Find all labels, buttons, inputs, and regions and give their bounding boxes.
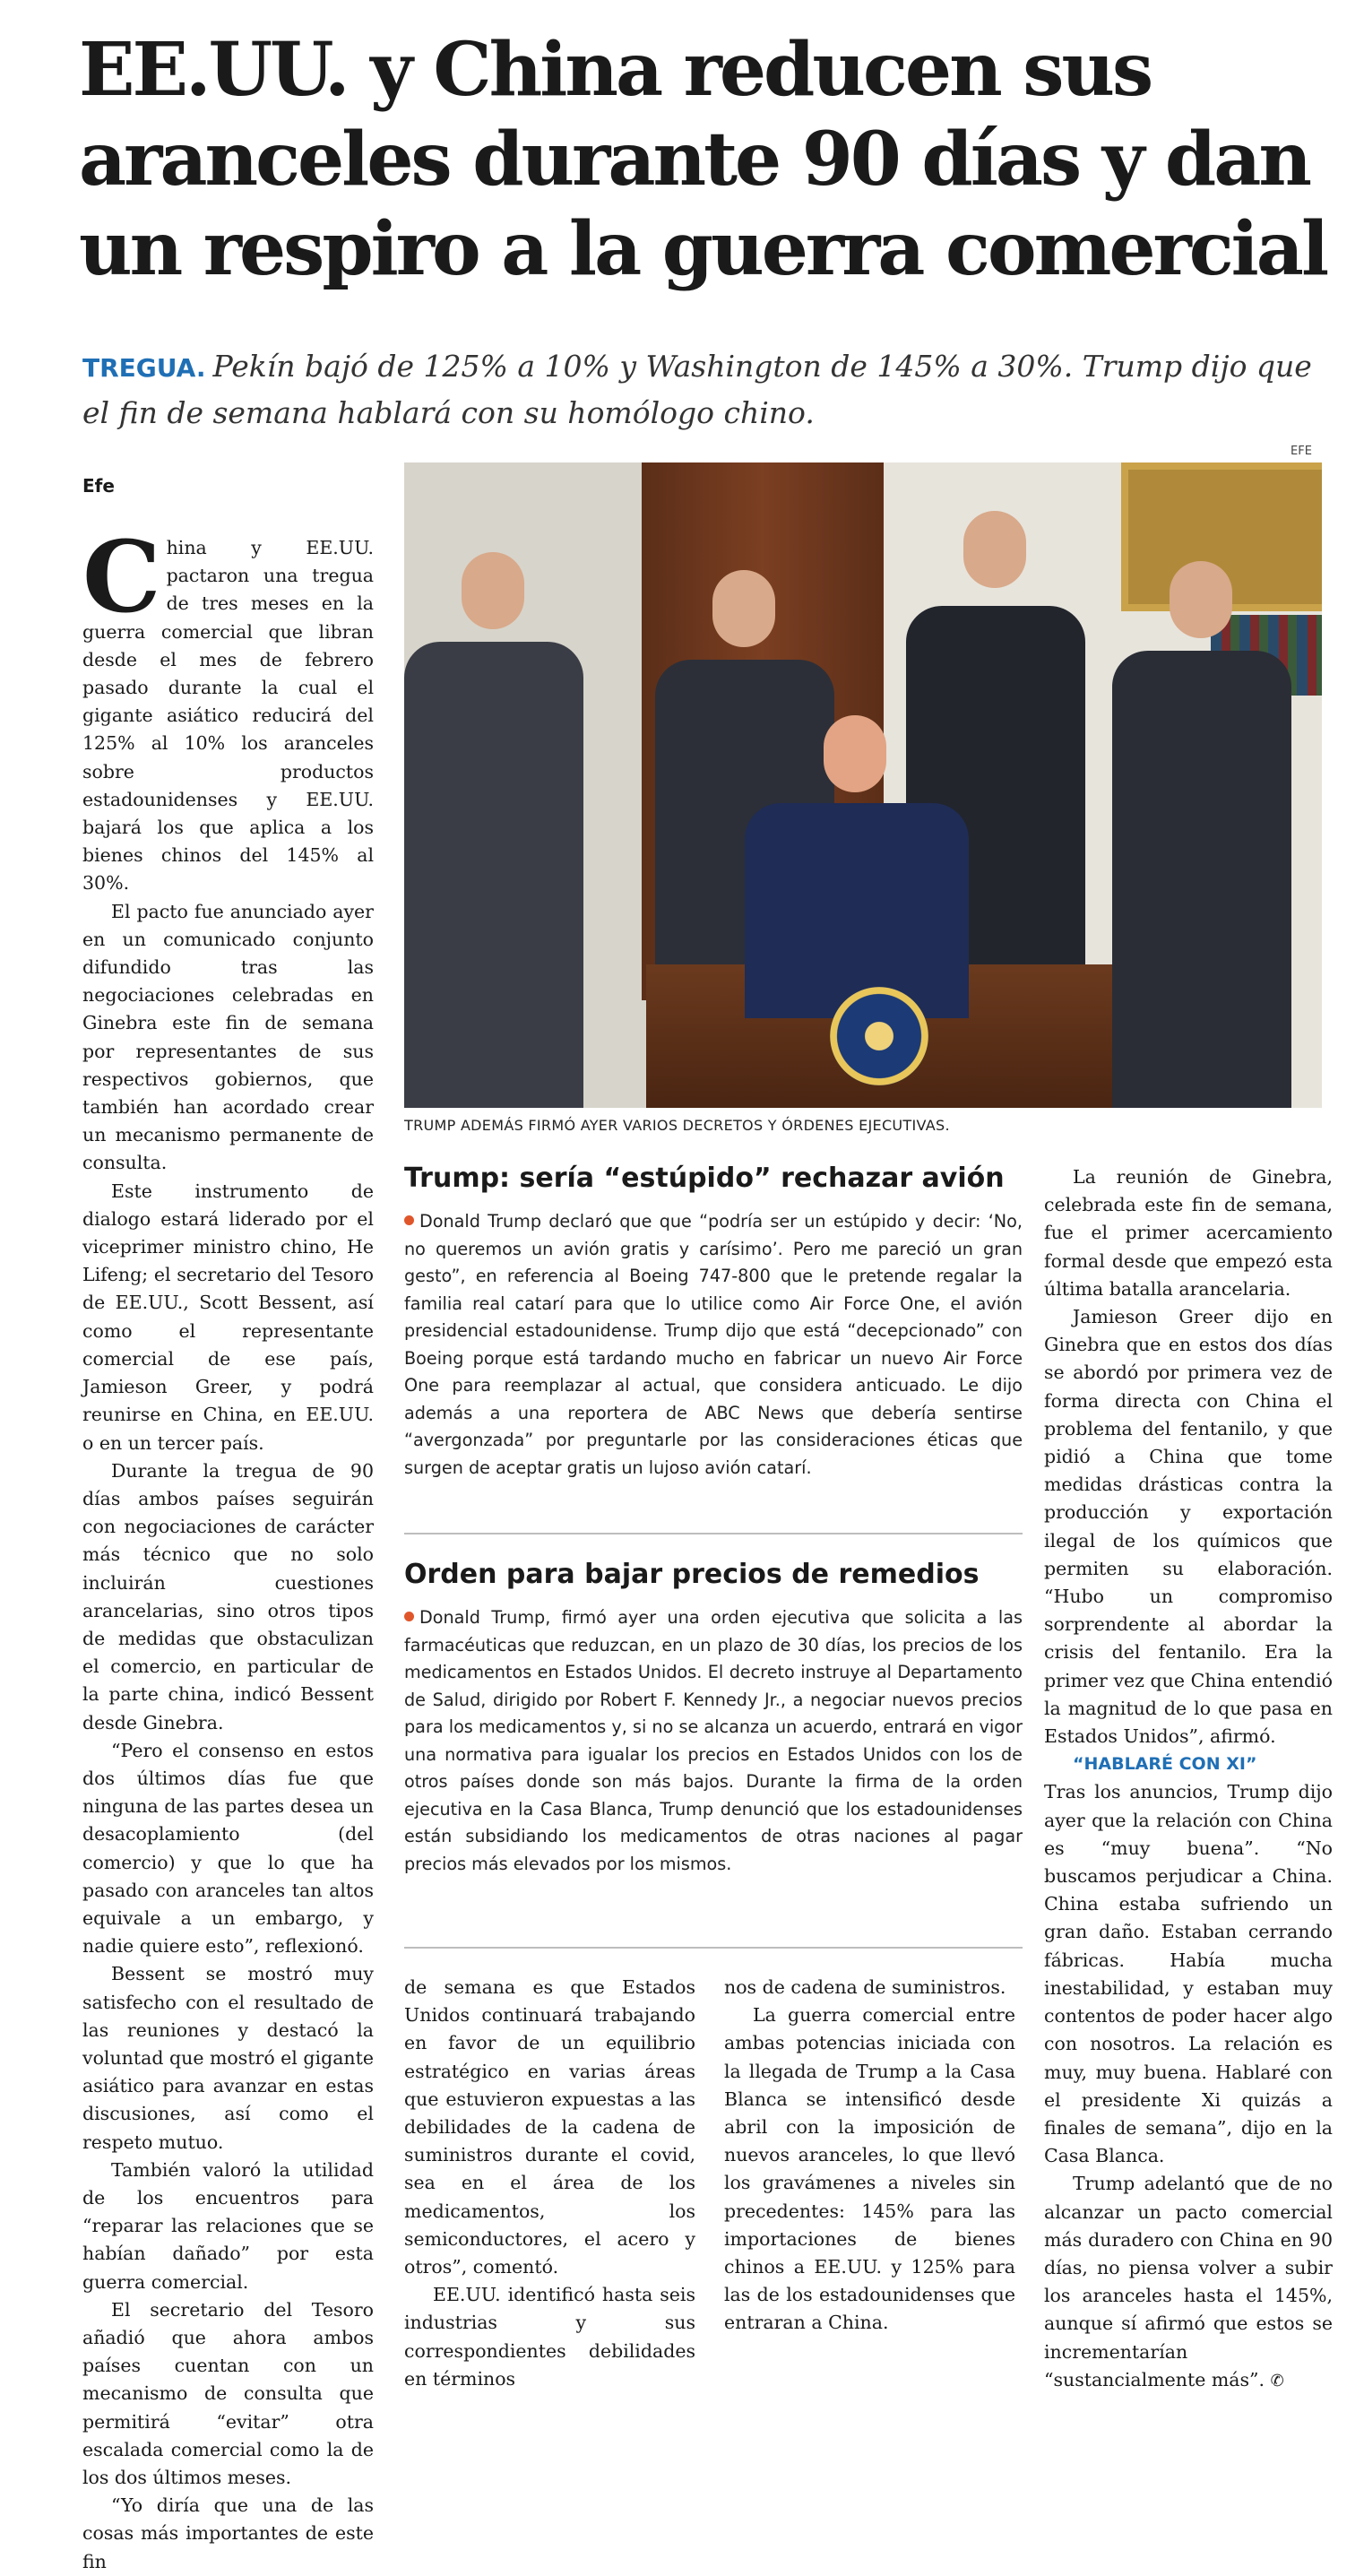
photo-caption: TRUMP ADEMÁS FIRMÓ AYER VARIOS DECRETOS Y ÓRDENES EJECUTIVAS. <box>404 1117 950 1134</box>
column-2 <box>404 1974 695 2393</box>
photo-credit: EFE <box>1291 445 1312 458</box>
paragraph: Tras los anuncios, Trump dijo ayer que la relación con China es “muy buena”. “No buscamos perjudicar a China. China estaba sufriendo un gran daño. Estaban cerrando fábricas. Había mucha inestabilidad, y estaban muy contentos de poder hacer algo con nosotros. La relación es muy, muy buena. Hablaré con el presidente Xi quizás a finales de semana”, dijo en la Casa Blanca. <box>1044 1781 1333 2167</box>
photo-person-head <box>824 715 886 792</box>
headline-line: EE.UU. y China reducen sus <box>79 27 1152 113</box>
bullet-icon <box>404 1612 414 1621</box>
paragraph: Este instrumento de dialogo estará liderado por el viceprimer ministro chino, He Lifeng; el secretario del Tesoro de EE.UU., Scott Bessent, así como el representante comercial de ese país, Jamieson Greer, y podrá reunirse en China, en EE.UU. o en un tercer país. <box>82 1180 374 1454</box>
end-mark-icon: ✆ <box>1270 2371 1284 2390</box>
paragraph: “Yo diría que una de las cosas más importantes de este fin <box>82 2494 374 2572</box>
photo-person-head <box>462 552 524 629</box>
photo-person-head <box>963 511 1026 588</box>
news-photo <box>404 462 1322 1108</box>
paragraph: “Pero el consenso en estos dos últimos días fue que ninguna de las partes desea un desacoplamiento (del comercio) y que lo que ha pasado con aranceles tan altos equivale a un embargo, y nadie quiere esto”, reflexionó. <box>82 1739 374 1958</box>
photo-person-head <box>712 570 775 647</box>
column-4 <box>1044 1163 1333 2395</box>
paragraph: Jamieson Greer dijo en Ginebra que en estos dos días se abordó por primera vez de forma directa con China el problema del fentanilo, y que pidió a China que tome medidas drásticas contra la producción y exportación ilegal de los químicos que permiten su elaboración. “Hubo un compromiso sorprendente al abordar la crisis del fentanilo. Era la primer vez que China entendió la magnitud de lo que pasa en Estados Unidos”, afirmó. <box>1044 1306 1333 1748</box>
deck-text: Pekín bajó de 125% a 10% y Washington de 145% a 30%. Trump dijo que el fin de semana hablará con su homólogo chino. <box>82 349 1312 430</box>
deck <box>82 344 1337 436</box>
box-title: Orden para bajar precios de remedios <box>404 1559 980 1590</box>
dropcap: C <box>82 519 161 635</box>
paragraph: También valoró la utilidad de los encuentros para “reparar las relaciones que se habían dañado” por esta guerra comercial. <box>82 2158 374 2293</box>
box-title: Trump: sería “estúpido” rechazar avión <box>404 1163 1005 1194</box>
column-1 <box>82 519 374 2576</box>
subhead: “HABLARÉ CON XI” <box>1073 1754 1257 1775</box>
paragraph: Bessent se mostró muy satisfecho con el resultado de las reuniones y destacó la voluntad que mostró el gigante asiático para avanzar en estas discusiones, así como el respeto mutuo. <box>82 1963 374 2153</box>
paragraph: Durante la tregua de 90 días ambos países seguirán con negociaciones de carácter más técnico que no solo incluirán cuestiones arancelarias, sino otros tipos de medidas que obstaculizan el comercio, en particular de la parte china, indicó Bessent desde Ginebra. <box>82 1459 374 1733</box>
presidential-seal-icon <box>830 987 928 1085</box>
paragraph: de semana es que Estados Unidos continuará trabajando en favor de un equilibrio estratégico en varias áreas que estuvieron expuestas a las debilidades de la cadena de suministros durante el covid, sea en el área de los medicamentos, los semiconductores, el acero y otros”, comentó. <box>404 1976 695 2278</box>
paragraph: El pacto fue anunciado ayer en un comunicado conjunto difundido tras las negociaciones celebradas en Ginebra este fin de semana por representantes de sus respectivos gobiernos, que también han acordado crear un mecanismo permanente de consulta. <box>82 900 374 1174</box>
divider <box>404 1533 1023 1534</box>
paragraph: EE.UU. identificó hasta seis industrias y sus correspondientes debilidades en términos <box>404 2284 695 2390</box>
sidebar-box-remedios <box>404 1558 1023 1878</box>
divider <box>404 1947 1023 1949</box>
headline <box>79 25 1334 294</box>
paragraph: El secretario del Tesoro añadió que ahora ambos países cuentan con un mecanismo de consulta que permitirá “evitar” otra escalada comercial como la de los dos últimos meses. <box>82 2298 374 2489</box>
headline-line: un respiro a la guerra comercial <box>79 206 1327 292</box>
lead-paragraph: China y EE.UU. pactaron una tregua de tres meses en la guerra comercial que libran desde el mes de febrero pasado durante la cual el gigante asiático reducirá del 125% al 10% los aranceles sobre productos estadounidenses y EE.UU. bajará los que aplica a los bienes chinos del 145% al 30%. <box>82 519 374 895</box>
photo-person-head <box>1170 561 1232 638</box>
deck-lead-in: TREGUA. <box>82 353 206 383</box>
photo-person-seated <box>745 803 969 1018</box>
headline-line: aranceles durante 90 días y dan <box>79 117 1309 203</box>
paragraph: La guerra comercial entre ambas potencias iniciada con la llegada de Trump a la Casa Blanca se intensificó desde abril con la imposición de nuevos aranceles, lo que llevó los gravámenes a niveles sin precedentes: 145% para las importaciones de bienes chinos a EE.UU. y 125% para las de los estadounidenses que entraran a China. <box>724 2004 1015 2334</box>
box-text: Donald Trump declaró que que “podría ser un estúpido y decir: ‘No, no queremos un avión gratis y carísimo’. Pero me pareció un gran gesto”, en referencia al Boeing 747-800 que le pretende regalar la familia real catarí para que lo utilice como Air Force One, el avión presidencial estadounidense. Trump dijo que está “decepcionado” con Boeing porque está tardando mucho en fabricar un nuevo Air Force One para reemplazar al actual, que considera anticuado. Le dijo además a una reportera de ABC News que debería sentirse “avergonzada” por preguntarle por las consideraciones éticas que surgen de aceptar gratis un lujoso avión catarí. <box>404 1211 1023 1478</box>
photo-person <box>1112 651 1291 1108</box>
column-3 <box>724 1974 1015 2338</box>
photo-person <box>404 642 583 1108</box>
byline: Efe <box>82 475 115 497</box>
paragraph: Trump adelantó que de no alcanzar un pacto comercial más duradero con China en 90 días, no piensa volver a subir los aranceles hasta el 145%, aunque sí afirmó que estos se incrementarían “sustancialmente más”. ✆ <box>1044 2173 1333 2390</box>
bullet-icon <box>404 1215 414 1225</box>
paragraph: La reunión de Ginebra, celebrada este fin de semana, fue el primer acercamiento formal desde que empezó esta última batalla arancelaria. <box>1044 1166 1333 1300</box>
paragraph: nos de cadena de suministros. <box>724 1976 1006 1998</box>
box-text: Donald Trump, firmó ayer una orden ejecutiva que solicita a las farmacéuticas que reduzcan, en un plazo de 30 días, los precios de los medicamentos en Estados Unidos. El decreto instruye al Departamento de Salud, dirigido por Robert F. Kennedy Jr., a negociar nuevos precios para los medicamentos y, si no se alcanza un acuerdo, entrará en vigor una normativa para igualar los precios en Estados Unidos con los de otros países donde son más bajos. Durante la firma de la orden ejecutiva en la Casa Blanca, Trump denunció que los estadounidenses están subsidiando los medicamentos de otras naciones al pagar precios más elevados por los mismos. <box>404 1607 1023 1874</box>
sidebar-box-avion <box>404 1162 1023 1482</box>
